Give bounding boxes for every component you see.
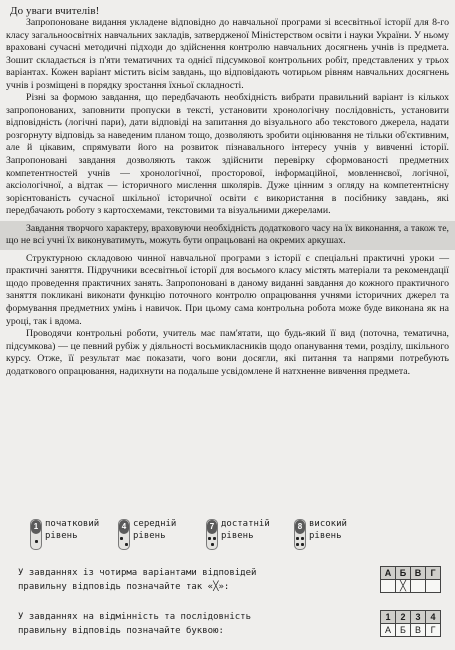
level-dots-icon bbox=[207, 536, 217, 548]
answer-grid-example: А Б В Г ╳ bbox=[380, 566, 441, 593]
greeting-heading: До уваги вчителів! bbox=[10, 5, 100, 17]
level-badge-icon: 4 bbox=[118, 519, 130, 550]
level-label: достатній рівень bbox=[221, 519, 270, 541]
level-badge-icon: 7 bbox=[206, 519, 218, 550]
cross-mark-icon: ╳ bbox=[396, 580, 411, 593]
four-options-instruction: У завданнях із чотирма варіантами відповідей правильну відповідь позначайте так «╳»: bbox=[18, 568, 257, 592]
level-label: високий рівень bbox=[309, 519, 347, 541]
paragraph: Структурною складовою чинної навчальної програми з історії є спеціальні практичні уроки — практичні заняття. Підручники всесвітньої історії для восьмого класу містять матеріали та рекомендації щодо проведення практичних занять. Запропоновані в даному виданні завдання до кожного практичного заняття покликані виконати функцію поточного контролю опрацювання учнями історичних джерел та формування предметних умінь і навичок. При цьому сама контрольна робота може буде виконана як на уроці, так і вдома. bbox=[6, 252, 449, 327]
paragraph: Різні за формою завдання, що передбачають необхідність вибрати правильний варіант із кількох запропонованих, заповнити пропуски в тексті, установити хронологічну послідовність, установити відповідність (логічні пари), дати відповіді на запитання до візуального або текстового джерела, надати розгорнуту відповідь за наведеним планом тощо, дозволяють зробити оцінювання не тільки об'єктивним, але й цікавим, спрямувати його на розвиток пізнавального інтересу учнів у вивченні історії. Запропоновані завдання дозволяють також здійснити перевірку сформованості предметних компетентностей учнів — хронологічної, просторової, інформаційної, мовленнєвої, логічної, аксіологічної, а відтак — історичного мислення школярів. Дуже цінним з огляду на компетентнісну зорієнтованість сучасної шкільної історичної освіти є використання в посібнику завдань, які передбачають роботу з картосхемами, текстовими та візуальними джерелами. bbox=[6, 92, 449, 217]
level-dots-icon bbox=[295, 536, 305, 548]
level-dots-icon bbox=[119, 536, 129, 548]
paragraph: Завдання творчого характеру, враховуючи необхідність додаткового часу на їх виконання, а також те, що не всі учні їх виконуватимуть, можуть бути опрацьовані на окремих аркушах. bbox=[6, 222, 449, 247]
shaded-note bbox=[0, 221, 455, 250]
difficulty-levels-legend bbox=[30, 518, 430, 554]
matching-grid-example: 1 2 3 4 А Б В Г bbox=[380, 610, 441, 637]
level-badge-icon: 1 bbox=[30, 519, 42, 550]
level-badge-icon: 8 bbox=[294, 519, 306, 550]
paragraph: Проводячи контрольні роботи, учитель має пам'ятати, що будь-який її вид (поточна, тематична, підсумкова) — це певний рубіж у діяльності восьмикласників щодо опанування теми, розділу, шкільного курсу. Отже, її результат має показати, чого вони досягли, які питання та напрями потребують додаткового опрацювання, надихнути на подальше усвідомлене й натхненне вивчення предмета. bbox=[6, 328, 449, 377]
level-label: початковий рівень bbox=[45, 519, 100, 541]
matching-instruction: У завданнях на відмінність та послідовність правильну відповідь позначайте буквою: bbox=[18, 612, 251, 636]
level-label: середній рівень bbox=[133, 519, 177, 541]
level-dots-icon bbox=[31, 536, 41, 548]
paragraph: Запропоноване видання укладене відповідно до навчальної програми зі всесвітньої історії для 8-го класу загальноосвітніх навчальних закладів, затвердженої Міністерством освіти і науки України. У ньому враховані сучасні методичні підходи до здійснення контролю навчальних досягнень учнів із предмета. Зошит складається із п'яти тематичних та однієї підсумкової контрольних робіт, представлених у трьох варіантах. Кожен варіант містить вісім завдань, що відповідають чотирьом рівням навчальних досягнень учнів і розміщені в порядку зростання їхньої складності. bbox=[6, 17, 449, 91]
intro-text bbox=[6, 17, 449, 378]
